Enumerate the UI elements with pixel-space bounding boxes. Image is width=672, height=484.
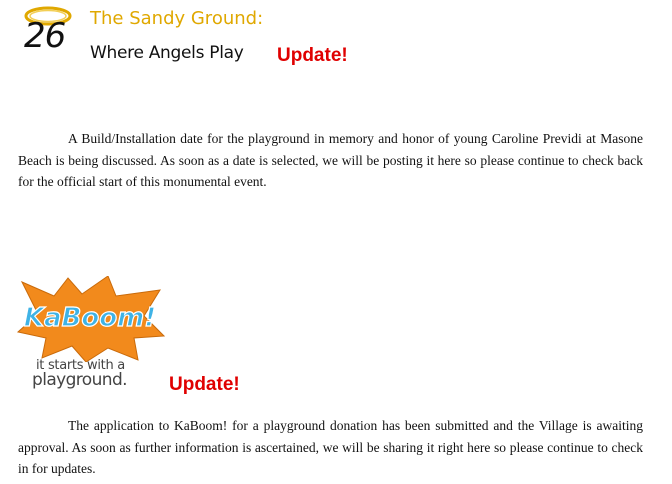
logo-number: 26 — [24, 16, 66, 56]
update-label-sandy-ground: Update! — [277, 45, 348, 66]
registered-mark: ® — [140, 341, 146, 348]
sandy-ground-paragraph: A Build/Installation date for the playground in memory and honor of young Caroline Previdi at Masone Beach is being discussed. As soon as a date is selected, we will be posting it here so please continue to check back for the official start of this monumental event. — [18, 131, 643, 189]
logo-title: The Sandy Ground: — [90, 8, 264, 29]
sandy-ground-logo — [18, 2, 268, 68]
kaboom-tagline-line2: playground. — [32, 370, 127, 390]
update-label-kaboom: Update! — [169, 374, 240, 395]
kaboom-paragraph: The application to KaBoom! for a playground donation has been submitted and the Village is awaiting approval. As soon as further information is ascertained, we will be sharing it right here so please continue to check in for updates. — [18, 418, 643, 476]
starburst-icon — [16, 276, 166, 362]
kaboom-logo-text: KaBoom! — [23, 303, 157, 333]
logo-subtitle: Where Angels Play — [90, 43, 244, 63]
kaboom-tagline-line1: it starts with a — [36, 358, 125, 373]
kaboom-logo — [16, 276, 166, 396]
